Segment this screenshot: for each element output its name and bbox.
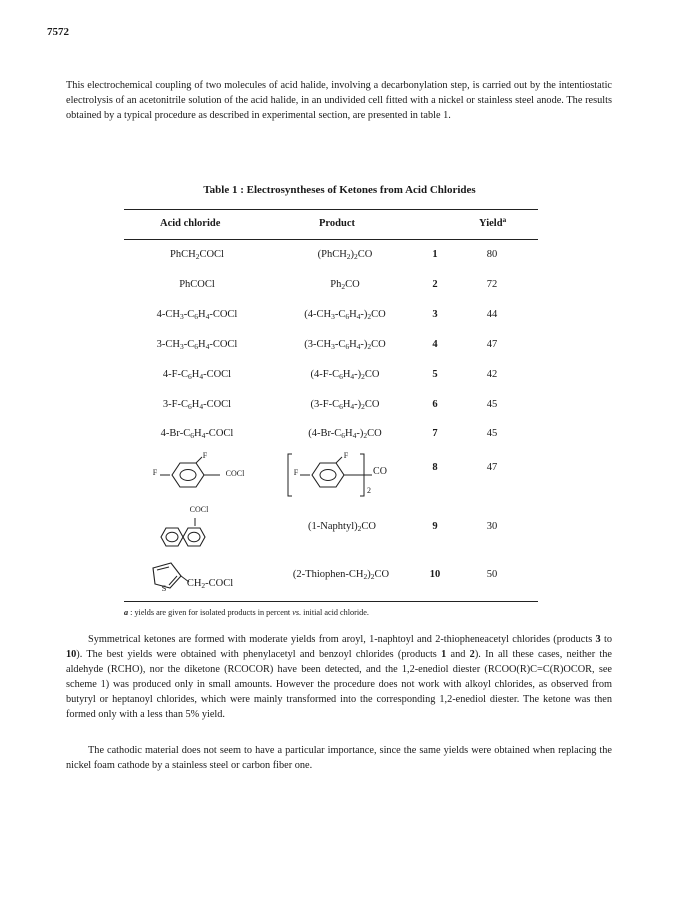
product-cell-7 [308,428,381,439]
acid-chloride-3-part: -COCl [209,309,238,320]
product-5-part: CO [364,369,380,380]
yield-8: 47 [486,462,498,473]
acid-10-part1: CH [186,578,202,589]
product-3 [304,309,386,320]
table-title: Table 1 : Electrosyntheses of Ketones from Acid Chlorides [203,184,476,196]
product-cell-1 [318,249,373,260]
acid-chloride-4 [157,339,238,350]
acid-chloride-2-part: PhCOCl [179,279,215,290]
product-2-part: CO [345,279,360,290]
acid-chloride-4-part: 6 [194,342,198,351]
acid-chloride-5-part: 6 [187,372,192,381]
acid-chloride-1-part: PhCH [170,249,196,260]
product-3-part: H [349,309,357,320]
compound-5-number: 5 [432,369,438,380]
product-7 [308,428,381,439]
product-3-part: 6 [345,312,350,321]
product-1-part: CO [357,249,373,260]
acid-chloride-3-part: H [197,309,206,320]
product-8-f-top: F [343,451,349,460]
p2-t3: ). The best yields were obtained with phenylacetyl and benzoyl chlorides (products [76,649,442,660]
product-8-sub: 2 [367,486,371,495]
acid-cell-4 [157,339,238,350]
product-4-part: (3-CH [304,339,332,350]
product-1-part: ) [350,249,355,260]
acid-chloride-4-part: -C [183,339,195,350]
acid-chloride-5-part: H [191,369,200,380]
acid-chloride-4-part: 3 [179,342,184,351]
thiophene-s: S [161,583,167,593]
acid-cell-7 [161,428,234,439]
acid-chloride-6-part: 3-F-C [162,399,188,410]
acid-chloride-3-part: 4-CH [156,309,180,320]
acid-cell-1 [170,249,224,260]
p2-t5: ). In all these cases, neither the aldehyde (RCHO), nor the diketone (RCOCOR) have been detected, and the 1,2-enediol diester (RCOO(R)C=C(R)OCOR, see scheme 1) was produced only in small amounts. However the procedure does not work with alkoyl chlorides, as observed from butyryl or heptanoyl chlorides, which were mainly transformed into the corresponding 1,2-enediol diester. The ketone was then formed only with a less than 5% yield. [66,649,612,720]
acid-chloride-1 [170,249,224,260]
yield-1: 80 [486,249,498,260]
product-6-part: H [342,399,351,410]
acid-10-group [187,578,233,589]
product-10 [293,569,389,580]
product-6-part: (3-F-C [310,399,340,410]
product-6-part: 6 [339,402,343,411]
p2-b2: 10 [66,649,77,660]
product-cell-4 [304,339,386,350]
table-footnote [124,608,369,617]
product-3-part: 3 [331,312,335,321]
header-yield [479,215,507,229]
acid-chloride-5-part: -COCl [203,369,232,380]
product-4-part: CO [371,339,386,350]
acid-8-f-top: F [202,451,208,460]
yield-2: 72 [486,279,498,290]
product-7-part: 4 [352,431,357,440]
product-9-tail: CO [361,521,376,532]
product-5 [310,369,379,380]
acid-chloride-1-part: 2 [195,252,200,261]
footnote-vs: vs. [292,608,302,617]
product-1-part: 2 [346,252,351,261]
table-header-rule [124,239,538,240]
product-4-part: -C [334,339,346,350]
product-3-part: -C [334,309,346,320]
product-cell-5 [310,369,379,380]
acid-chloride-1-part: COCl [199,249,224,260]
yield-7: 45 [486,428,498,439]
acid-chloride-3-part: 3 [179,312,184,321]
product-2-part: 2 [341,282,346,291]
product-8-structure-icon [286,452,396,502]
product-8-group: CO [373,466,387,477]
acid-chloride-3-part: 4 [205,312,210,321]
acid-chloride-4-part: -COCl [209,339,238,350]
product-1-part: 2 [354,252,358,261]
product-10-mid: ) [367,569,371,580]
header-acid-chloride: Acid chloride [160,218,221,229]
footnote-end: initial acid chloride. [301,608,369,617]
product-10-name: (2-Thiophen-CH [292,569,364,580]
table-top-rule [124,209,538,210]
product-1-part: (PhCH [317,249,347,260]
p2-b4: 2 [469,649,475,660]
product-5-part: 4 [350,372,355,381]
product-8-f-left: F [293,468,299,477]
header-yield-sup: a [502,215,507,224]
p2-b3: 1 [441,649,447,660]
acid-chloride-6-part: 6 [187,402,192,411]
acid-chloride-3-part: 6 [194,312,198,321]
product-5-part: 6 [339,372,343,381]
acid-cell-3 [157,309,238,320]
product-3-part: 4 [356,312,361,321]
compound-1-number: 1 [432,249,438,260]
compound-9-number: 9 [432,521,438,532]
table-bottom-rule [124,601,538,602]
compound-2-number: 2 [432,279,438,290]
product-6-part: CO [364,399,380,410]
product-5-part: H [342,369,351,380]
acid-cell-6 [163,399,231,410]
product-4-part: 3 [331,342,335,351]
product-6 [310,399,379,410]
product-9 [308,521,376,532]
acid-8-group: COCl [225,469,245,478]
acid-chloride-7-part: -COCl [205,428,234,439]
acid-9-group: COCl [189,505,209,514]
product-10-sub1: 2 [363,572,368,581]
acid-chloride-5-part: 4-F-C [162,369,188,380]
acid-chloride-3 [157,309,238,320]
acid-chloride-7-part: 4-Br-C [160,428,191,439]
acid-10-part2: -COCl [205,578,234,589]
header-yield-text: Yield [479,218,503,229]
header-product: Product [319,218,355,229]
acid-chloride-6-part: 4 [199,402,204,411]
acid-cell-2 [179,279,215,290]
product-1 [318,249,373,260]
product-3-part: -) [360,309,368,320]
product-10-tail: CO [374,569,390,580]
compound-8-number: 8 [432,462,438,473]
p2-t1: Symmetrical ketones are formed with moderate yields from aroyl, 1-naphtoyl and 2-thiopheneacetyl chlorides (products [88,634,596,645]
acid-chloride-7-part: 6 [190,431,194,440]
product-5-part: -) [354,369,362,380]
product-9-name: (1-Naphtyl) [308,521,358,532]
acid-cell-5 [163,369,231,380]
acid-chloride-6 [163,399,231,410]
compound-4-number: 4 [432,339,438,350]
product-9-sub: 2 [357,524,362,533]
acid-chloride-3-part: -C [183,309,195,320]
acid-chloride-2 [179,279,215,290]
footnote-text: : yields are given for isolated products in percent [128,608,293,617]
product-cell-2 [330,279,359,290]
product-7-part: CO [367,428,382,439]
yield-10: 50 [486,569,498,580]
cathode-paragraph: The cathodic material does not seem to have a particular importance, since the same yields were obtained when replacing the nickel foam cathode by a stainless steel or carbon fiber one. [66,745,612,771]
acid-chloride-5-part: 4 [199,372,204,381]
acid-chloride-5 [163,369,231,380]
yield-3: 44 [486,309,498,320]
acid-chloride-7-part: 4 [201,431,206,440]
product-3-part: 2 [367,312,372,321]
product-7-part: (4-Br-C [308,428,342,439]
acid-10-sub: 2 [201,581,206,590]
yield-5: 42 [486,369,498,380]
product-10-sub2: 2 [370,572,375,581]
product-4-part: 4 [356,342,361,351]
product-4-part: -) [360,339,368,350]
acid-chloride-6-part: H [191,399,200,410]
product-cell-6 [310,399,379,410]
product-6-part: 2 [361,402,365,411]
p2-t2: to [600,634,612,645]
acid-chloride-7 [161,428,234,439]
product-7-part: H [345,428,353,439]
yield-9: 30 [486,521,498,532]
acid-chloride-7-part: H [193,428,202,439]
product-5-part: (4-F-C [310,369,340,380]
product-3-part: (4-CH [304,309,332,320]
page-number: 7572 [47,26,69,38]
intro-paragraph: This electrochemical coupling of two molecules of acid halide, involving a decarbonylation step, is carried out by the intentiostatic electrolysis of an acetonitrile solution of the acid halide, in an undivided cell fitted with a nickel or stainless steel anode. The results obtained by a typical procedure as described in experimental section, are presented in table 1. [66,80,612,121]
results-paragraph [66,632,612,722]
product-6-part: -) [354,399,362,410]
compound-6-number: 6 [432,399,438,410]
product-2-part: Ph [330,279,342,290]
acid-chloride-4-part: 4 [205,342,210,351]
compound-7-number: 7 [432,428,438,439]
product-5-part: 2 [361,372,365,381]
product-2 [330,279,359,290]
product-4-part: 6 [345,342,350,351]
yield-6: 45 [486,399,498,410]
acid-chloride-4-part: 3-CH [156,339,180,350]
product-4 [304,339,386,350]
product-4-part: H [349,339,357,350]
acid-chloride-4-part: H [197,339,206,350]
compound-3-number: 3 [432,309,438,320]
naphthalene-structure-icon [152,510,222,554]
p2-b1: 3 [595,634,601,645]
yield-4: 47 [486,339,498,350]
acid-chloride-6-part: -COCl [203,399,232,410]
product-7-part: 6 [341,431,346,440]
product-cell-3 [304,309,386,320]
acid-8-f-left: F [152,468,158,477]
compound-10-number: 10 [429,569,441,580]
footnote-label: a [124,608,129,617]
product-6-part: 4 [350,402,355,411]
product-4-part: 2 [367,342,372,351]
product-3-part: CO [371,309,386,320]
p2-t4: and [446,649,470,660]
product-7-part: 2 [363,431,368,440]
product-7-part: -) [356,428,364,439]
